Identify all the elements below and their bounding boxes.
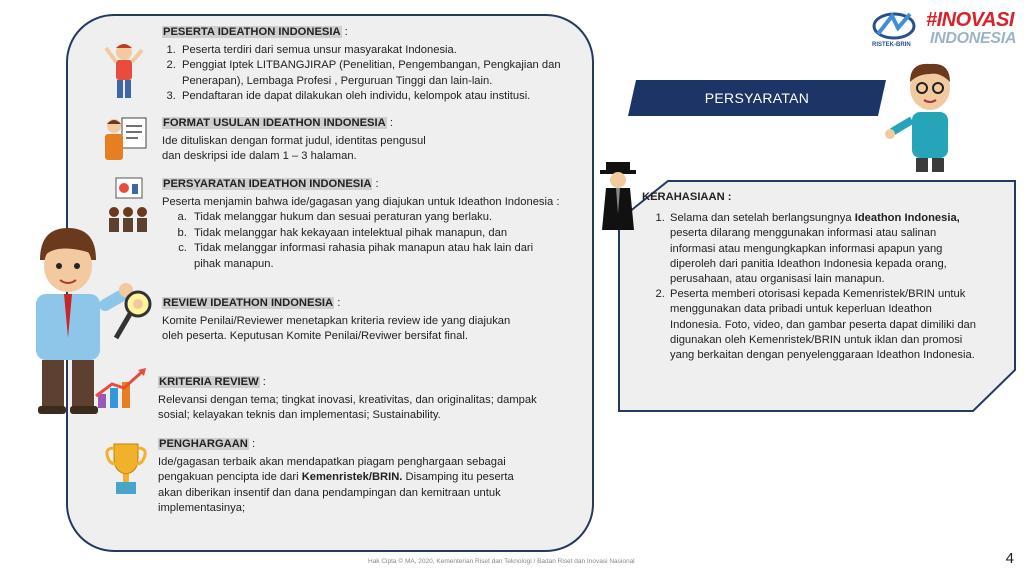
teacher-man-icon: [884, 58, 968, 172]
ristek-label: RISTEK-BRIN: [872, 42, 911, 48]
hashtag-indonesia: INDONESIA: [930, 30, 1017, 47]
section-format: [162, 116, 602, 165]
title-text: REVIEW IDEATHON INDONESIA: [163, 297, 334, 309]
list-item: a. Tidak melanggar hukum dan sesuai peraturan yang berlaku.: [190, 210, 562, 226]
title-text: KRITERIA REVIEW: [159, 376, 259, 388]
section-persyaratan: [162, 177, 562, 272]
section-penghargaan: [158, 437, 538, 517]
review-text: Komite Penilai/Reviewer menetapkan kriteria review ide yang diajukan oleh peserta. Keputusan Komite Penilai/Reviwer bersifat final.: [162, 314, 511, 342]
section-title: [162, 177, 562, 193]
section-kriteria: [158, 375, 548, 424]
reviewer-magnifier-icon: [112, 288, 156, 344]
section-title: [158, 375, 548, 391]
page-number: 4: [1005, 550, 1014, 567]
list-item: 1. Peserta terdiri dari semua unsur masyarakat Indonesia.: [179, 43, 602, 59]
kerahasiaan-list: [642, 211, 982, 363]
persyaratan-list: [162, 210, 562, 272]
kerahasiaan-content: [642, 190, 982, 363]
list-item: b. Tidak melanggar hak kekayaan intelektual pihak manapun, dan: [190, 226, 562, 242]
trophy-icon: [104, 440, 148, 496]
title-text: FORMAT USULAN IDEATHON INDONESIA: [163, 117, 386, 129]
meeting-chart-icon: [106, 176, 150, 236]
title-colon: :: [341, 26, 348, 38]
hashtag-inovasi: #INOVASI: [926, 9, 1014, 31]
persyaratan-intro: Peserta menjamin bahwa ide/gagasan yang diajukan untuk Ideathon Indonesia :: [162, 195, 560, 208]
title-text: PERSYARATAN IDEATHON INDONESIA: [163, 178, 372, 190]
cheering-man-icon: [104, 40, 144, 102]
title-colon: :: [248, 438, 256, 450]
item1-after: peserta dilarang menggunakan informasi atau salinan informasi atau mengungkapkan informasi apapun yang diperoleh dari panitia Ideathon Indonesia kepada orang, perusahaan, atau organisasi lain manapun.: [670, 227, 947, 286]
title-text: PESERTA IDEATHON INDONESIA: [163, 26, 341, 38]
list-item: 2. Penggiat Iptek LITBANGJIRAP (Penelitian, Pengembangan, Pengkajian dan Penerapan), Lembaga Profesi , Perguruan Tinggi dan lain-lain.: [179, 58, 602, 89]
item1-before: Selama dan setelah berlangsungnya: [670, 212, 855, 225]
item1-bold: Ideathon Indonesia,: [854, 212, 960, 225]
penghargaan-text-after: Disamping itu peserta akan diberikan insentif dan dana pendampingan dan kemitraan untuk implementasinya;: [158, 471, 514, 514]
list-item: 3. Pendaftaran ide dapat dilakukan oleh individu, kelompok atau institusi.: [179, 89, 602, 105]
title-colon: :: [259, 376, 266, 388]
section-title: [158, 437, 538, 453]
title-colon: :: [372, 178, 379, 190]
peserta-list: [162, 43, 602, 105]
copyright-footer: Hak Cipta © MA, 2020, Kementerian Riset dan Teknologi / Badan Riset dan Inovasi Nasional: [368, 558, 635, 565]
title-text: PENGHARGAAN: [159, 438, 248, 450]
kriteria-text: Relevansi dengan tema; tingkat inovasi, kreativitas, dan originalitas; dampak sosial; kelayakan teknis dan implementasi; Sustainability.: [158, 393, 537, 421]
section-title: [162, 25, 602, 41]
penghargaan-text: [158, 455, 538, 517]
banner-label: PERSYARATAN: [704, 90, 810, 106]
list-item: 2. Peserta memberi otorisasi kepada Kemenristek/BRIN untuk menggunakan data pribadi untuk keperluan Ideathon Indonesia. Foto, video, dan gambar peserta dapat dimiliki dan digunakan oleh Kemenristek/BRIN untuk iklan dan promosi yang berkaitan dengan penyelenggaraan Ideathon Indonesia.: [668, 287, 982, 363]
title-colon: :: [334, 297, 341, 309]
list-item: [668, 211, 982, 287]
kerahasiaan-title: KERAHASIAAN :: [642, 191, 732, 203]
list-item: c. Tidak melanggar informasi rahasia pihak manapun atau hak lain dari pihak manapun.: [190, 241, 562, 272]
format-line-2: dan deskripsi ide dalam 1 – 3 halaman.: [162, 150, 357, 162]
format-line-1: Ide dituliskan dengan format judul, identitas pengusul: [162, 134, 426, 147]
detective-icon: [598, 154, 638, 234]
presenter-icon: [102, 114, 148, 162]
section-review: [162, 296, 522, 345]
penghargaan-brand: Kemenristek/BRIN.: [301, 471, 403, 483]
penghargaan-text-before: Ide/gagasan terbaik akan mendapatkan piagam penghargaan sebagai pengakuan pencipta ide dari: [158, 455, 506, 483]
section-title: [162, 116, 602, 132]
growth-chart-icon: [92, 366, 150, 412]
section-peserta: [162, 25, 602, 105]
title-colon: :: [386, 117, 393, 129]
section-title: [162, 296, 522, 312]
